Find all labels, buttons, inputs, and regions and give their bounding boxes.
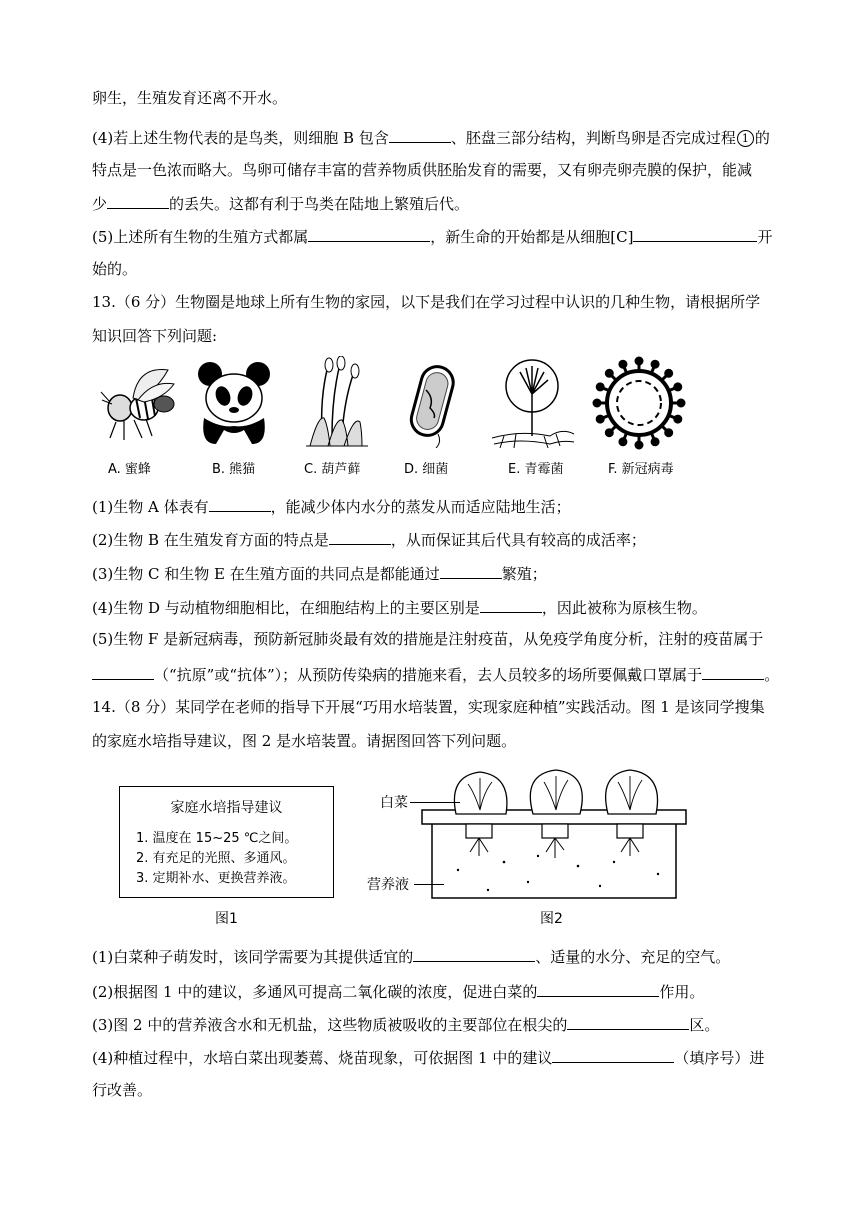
- leader-line: [410, 802, 460, 803]
- question-14-3: (3)图 2 中的营养液含水和无机盐，这些物质被吸收的主要部位在根尖的 区。: [92, 1013, 719, 1035]
- organism-label: A. 蜜蜂: [108, 462, 151, 477]
- question-14-1: (1)白菜种子萌发时，该同学需要为其提供适宜的 、适量的水分、充足的空气。: [92, 945, 730, 967]
- bacterium-icon: [396, 362, 472, 448]
- answer-blank[interactable]: [308, 225, 430, 242]
- guide-item: 1. 温度在 15~25 ℃之间。: [136, 831, 298, 846]
- question-13-line-1: 13.（6 分）生物圈是地球上所有生物的家园，以下是我们在学习过程中认识的几种生物，请根据所学: [92, 293, 761, 311]
- question-14-4-line-1: (4)种植过程中，水培白菜出现萎蔫、烧苗现象，可依据图 1 中的建议 （填序号）进: [92, 1046, 764, 1068]
- answer-blank[interactable]: [389, 126, 451, 143]
- leader-line: [414, 884, 444, 885]
- figure-2-caption: 图2: [540, 911, 563, 927]
- question-13-5-line-2: （“抗原”或“抗体”）；从预防传染病的措施来看，去人员较多的场所要佩戴口罩属于 。: [92, 663, 779, 685]
- question-13-5-line-1: (5)生物 F 是新冠病毒，预防新冠肺炎最有效的措施是注射疫苗，从免疫学角度分析，注射的疫苗属于: [92, 630, 764, 648]
- text-line: 卵生，生殖发育还离不开水。: [92, 89, 288, 107]
- hydroponic-device: [418, 766, 690, 902]
- answer-blank[interactable]: [329, 528, 391, 545]
- guide-item: 3. 定期补水、更换营养液。: [136, 871, 296, 886]
- organism-label: E. 青霉菌: [508, 462, 564, 477]
- figure-1-caption: 图1: [215, 911, 238, 927]
- coronavirus-icon: [592, 356, 686, 450]
- question-5-line-2: 始的。: [92, 260, 138, 278]
- question-13-1: (1)生物 A 体表有 ，能减少体内水分的蒸发从而适应陆地生活；: [92, 495, 571, 517]
- penicillium-icon: [490, 358, 576, 450]
- organism-label: B. 熊猫: [212, 462, 256, 477]
- moss-icon: [298, 356, 376, 448]
- question-4-line-3: 少 的丢失。这都有利于鸟类在陆地上繁殖后代。: [92, 192, 469, 214]
- bee-icon: [98, 358, 178, 448]
- question-14-line-2: 的家庭水培指导建议，图 2 是水培装置。请据图回答下列问题。: [92, 732, 517, 750]
- answer-blank[interactable]: [92, 663, 154, 680]
- question-5-line-1: (5)上述所有生物的生殖方式都属 ，新生命的开始都是从细胞[C] 开: [92, 225, 772, 247]
- organism-label: F. 新冠病毒: [608, 462, 674, 477]
- answer-blank[interactable]: [537, 980, 659, 997]
- answer-blank[interactable]: [480, 596, 542, 613]
- question-13-3: (3)生物 C 和生物 E 在生殖方面的共同点是都能通过 繁殖；: [92, 562, 547, 584]
- answer-blank[interactable]: [209, 495, 271, 512]
- panda-icon: [196, 360, 272, 444]
- question-14-4-line-2: 行改善。: [92, 1081, 153, 1099]
- question-14-line-1: 14.（8 分）某同学在老师的指导下开展“巧用水培装置，实现家庭种植”实践活动。图 1 是该同学搜集: [92, 698, 765, 716]
- label-cabbage: 白菜: [380, 795, 408, 811]
- question-13-line-2: 知识回答下列问题:: [92, 327, 218, 345]
- answer-blank[interactable]: [440, 562, 502, 579]
- question-13-4: (4)生物 D 与动植物细胞相比，在细胞结构上的主要区别是 ，因此被称为原核生物。: [92, 596, 707, 618]
- question-4-line-1: (4)若上述生物代表的是鸟类，则细胞 B 包含 、胚盘三部分结构，判断鸟卵是否完成过程 1 的: [92, 126, 770, 148]
- guide-item: 2. 有充足的光照、多通风。: [136, 851, 296, 866]
- answer-blank[interactable]: [567, 1013, 689, 1030]
- circled-number: 1: [737, 130, 754, 147]
- organism-label: D. 细菌: [404, 462, 449, 477]
- answer-blank[interactable]: [107, 192, 169, 209]
- organism-label: C. 葫芦藓: [304, 462, 361, 477]
- question-14-2: (2)根据图 1 中的建议，多通风可提高二氧化碳的浓度，促进白菜的 作用。: [92, 980, 704, 1002]
- answer-blank[interactable]: [702, 663, 764, 680]
- label-nutrient-solution: 营养液: [367, 877, 409, 893]
- guide-box: [119, 786, 334, 898]
- question-13-2: (2)生物 B 在生殖发育方面的特点是 ，从而保证其后代具有较高的成活率；: [92, 528, 646, 550]
- answer-blank[interactable]: [413, 945, 535, 962]
- answer-blank[interactable]: [552, 1046, 674, 1063]
- answer-blank[interactable]: [633, 225, 757, 242]
- guide-title: 家庭水培指导建议: [170, 800, 283, 816]
- question-4-line-2: 特点是一色浓而略大。鸟卵可储存丰富的营养物质供胚胎发育的需要，又有卵壳卵壳膜的保护，能减: [92, 161, 753, 179]
